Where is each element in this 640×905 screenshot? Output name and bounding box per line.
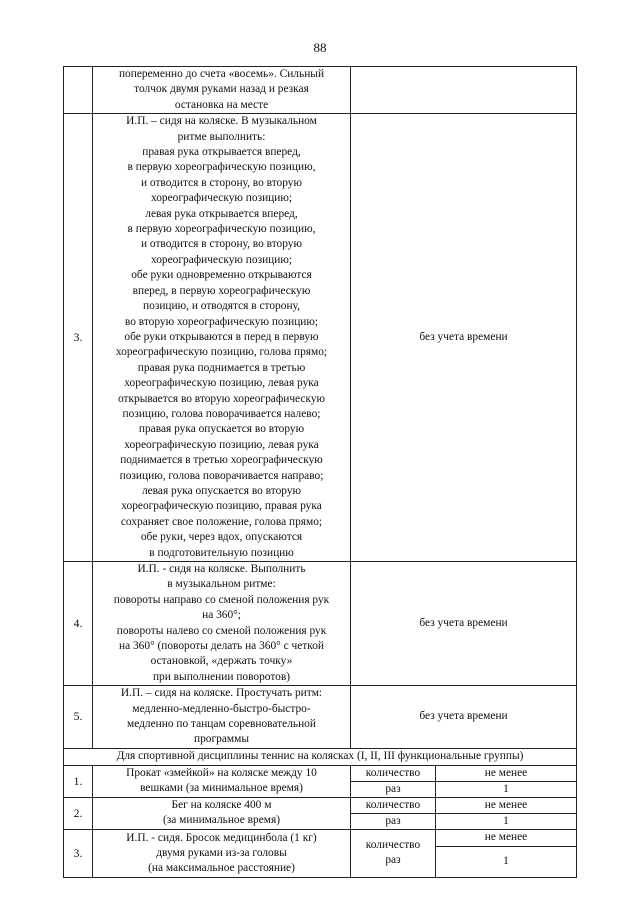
description-line: на 360° (повороты делать на 360° с четкой — [118, 640, 324, 653]
description-line: сохраняет свое положение, голова прямо; — [120, 515, 323, 528]
description-line: остановка на месте — [174, 98, 269, 111]
exercise-description — [93, 686, 351, 749]
description-line: левая рука опускается во вторую — [141, 484, 302, 497]
row-number: 3. — [64, 114, 93, 562]
table-row — [64, 797, 577, 813]
norms-table — [63, 66, 577, 878]
description-line: обе руки одновременно открываются — [131, 269, 312, 282]
description-line: поднимается в третью хореографическую — [120, 454, 323, 467]
description-line: открывается во вторую хореографическую — [117, 392, 326, 405]
description-line: и отводится в сторону, во вторую — [140, 176, 303, 189]
unit-cell: раз — [351, 813, 436, 829]
norm-label: не менее — [436, 765, 577, 781]
row-number: 2. — [64, 797, 93, 829]
description-line: на 360°; — [202, 609, 241, 622]
description-line: обе руки открываются в перед в первую — [124, 330, 319, 343]
row-number — [64, 67, 93, 114]
norm-value: 1 — [436, 813, 577, 829]
description-line: хореографическую позицию, левая рука — [124, 377, 319, 390]
description-line: правая рука опускается во вторую — [138, 423, 305, 436]
norm-label: не менее — [436, 829, 577, 846]
description-line: И.П. - сидя. Бросок медицинбола (1 кг) — [126, 831, 317, 844]
unit-cell — [351, 829, 436, 877]
description-line: И.П. – сидя на коляске. Простучать ритм: — [120, 687, 323, 700]
unit-cell: количество — [351, 797, 436, 813]
exercise-description — [93, 829, 351, 877]
description-line: остановкой, «держать точку» — [150, 655, 293, 668]
description-line: (на максимальное расстояние) — [148, 861, 295, 874]
table-row — [64, 562, 577, 686]
table-row — [64, 686, 577, 749]
description-line: Прокат «змейкой» на коляске между 10 — [126, 767, 317, 780]
exercise-description — [93, 765, 351, 797]
row-number: 1. — [64, 765, 93, 797]
description-line: правая рука открывается вперед, — [142, 146, 301, 159]
table-row — [64, 829, 577, 846]
description-line: программы — [194, 733, 249, 746]
unit-cell: количество — [351, 765, 436, 781]
norm-value: 1 — [436, 781, 577, 797]
unit-line: раз — [385, 854, 401, 867]
description-line: хореографическую позицию, голова прямо; — [115, 346, 328, 359]
description-line: правая рука поднимается в третью — [137, 361, 306, 374]
table-row — [64, 114, 577, 562]
norm-label: не менее — [436, 797, 577, 813]
description-line: вперед, в первую хореографическую — [132, 284, 311, 297]
description-line: позицию, и отводятся в сторону, — [143, 300, 300, 313]
exercise-description — [93, 114, 351, 562]
description-line: в подготовительную позицию — [149, 546, 294, 559]
unit-cell: раз — [351, 781, 436, 797]
unit-line: количество — [365, 839, 421, 852]
description-line: (за минимальное время) — [162, 814, 281, 827]
row-number: 5. — [64, 686, 93, 749]
description-line: повороты налево со сменой положения рук — [116, 624, 327, 637]
description-line: повороты направо со сменой положения рук — [113, 593, 330, 606]
norm-value: 1 — [436, 846, 577, 877]
description-line: И.П. – сидя на коляске. В музыкальном — [126, 115, 317, 128]
description-line: хореографическую позицию; — [150, 253, 293, 266]
group-header: Для спортивной дисциплины теннис на колясках (I, II, III функциональные группы) — [64, 748, 577, 765]
description-line: хореографическую позицию, правая рука — [121, 500, 322, 513]
description-line: и отводится в сторону, во вторую — [140, 238, 303, 251]
description-line: вешками (за минимальное время) — [140, 782, 303, 795]
page-number: 88 — [313, 40, 327, 55]
description-line: попеременно до счета «восемь». Сильный — [118, 68, 325, 80]
description-line: позицию, голова поворачивается налево; — [122, 407, 321, 420]
description-line: двумя руками из-за головы — [156, 846, 287, 859]
description-line: И.П. - сидя на коляске. Выполнить — [137, 563, 306, 575]
description-line: хореографическую позицию; — [150, 192, 293, 205]
description-line: при выполнении поворотов) — [152, 670, 291, 683]
description-line: медленно-медленно-быстро-быстро- — [132, 702, 311, 715]
description-line: в первую хореографическую позицию, — [127, 223, 316, 236]
time-cell: без учета времени — [351, 562, 577, 686]
description-line: в первую хореографическую позицию, — [127, 161, 316, 174]
table-row — [64, 67, 577, 114]
description-line: позицию, голова поворачивается направо; — [119, 469, 324, 482]
time-cell: без учета времени — [351, 114, 577, 562]
exercise-description — [93, 797, 351, 829]
exercise-description — [93, 562, 351, 686]
description-line: обе руки, через вдох, опускаются — [140, 531, 303, 544]
time-cell: без учета времени — [351, 686, 577, 749]
time-cell — [351, 67, 577, 114]
description-line: во вторую хореографическую позицию; — [124, 315, 319, 328]
exercise-description — [93, 67, 351, 114]
description-line: толчок двумя руками назад и резкая — [134, 83, 309, 96]
description-line: медленно по танцам соревновательной — [127, 718, 316, 731]
table-row — [64, 765, 577, 781]
row-number: 3. — [64, 829, 93, 877]
description-line: хореографическую позицию, левая рука — [124, 438, 319, 451]
group-header-row — [64, 748, 577, 765]
description-line: Бег на коляске 400 м — [171, 799, 272, 812]
description-line: левая рука открывается вперед, — [145, 207, 298, 220]
description-line: ритме выполнить: — [177, 130, 266, 143]
row-number: 4. — [64, 562, 93, 686]
description-line: в музыкальном ритме: — [167, 578, 276, 591]
